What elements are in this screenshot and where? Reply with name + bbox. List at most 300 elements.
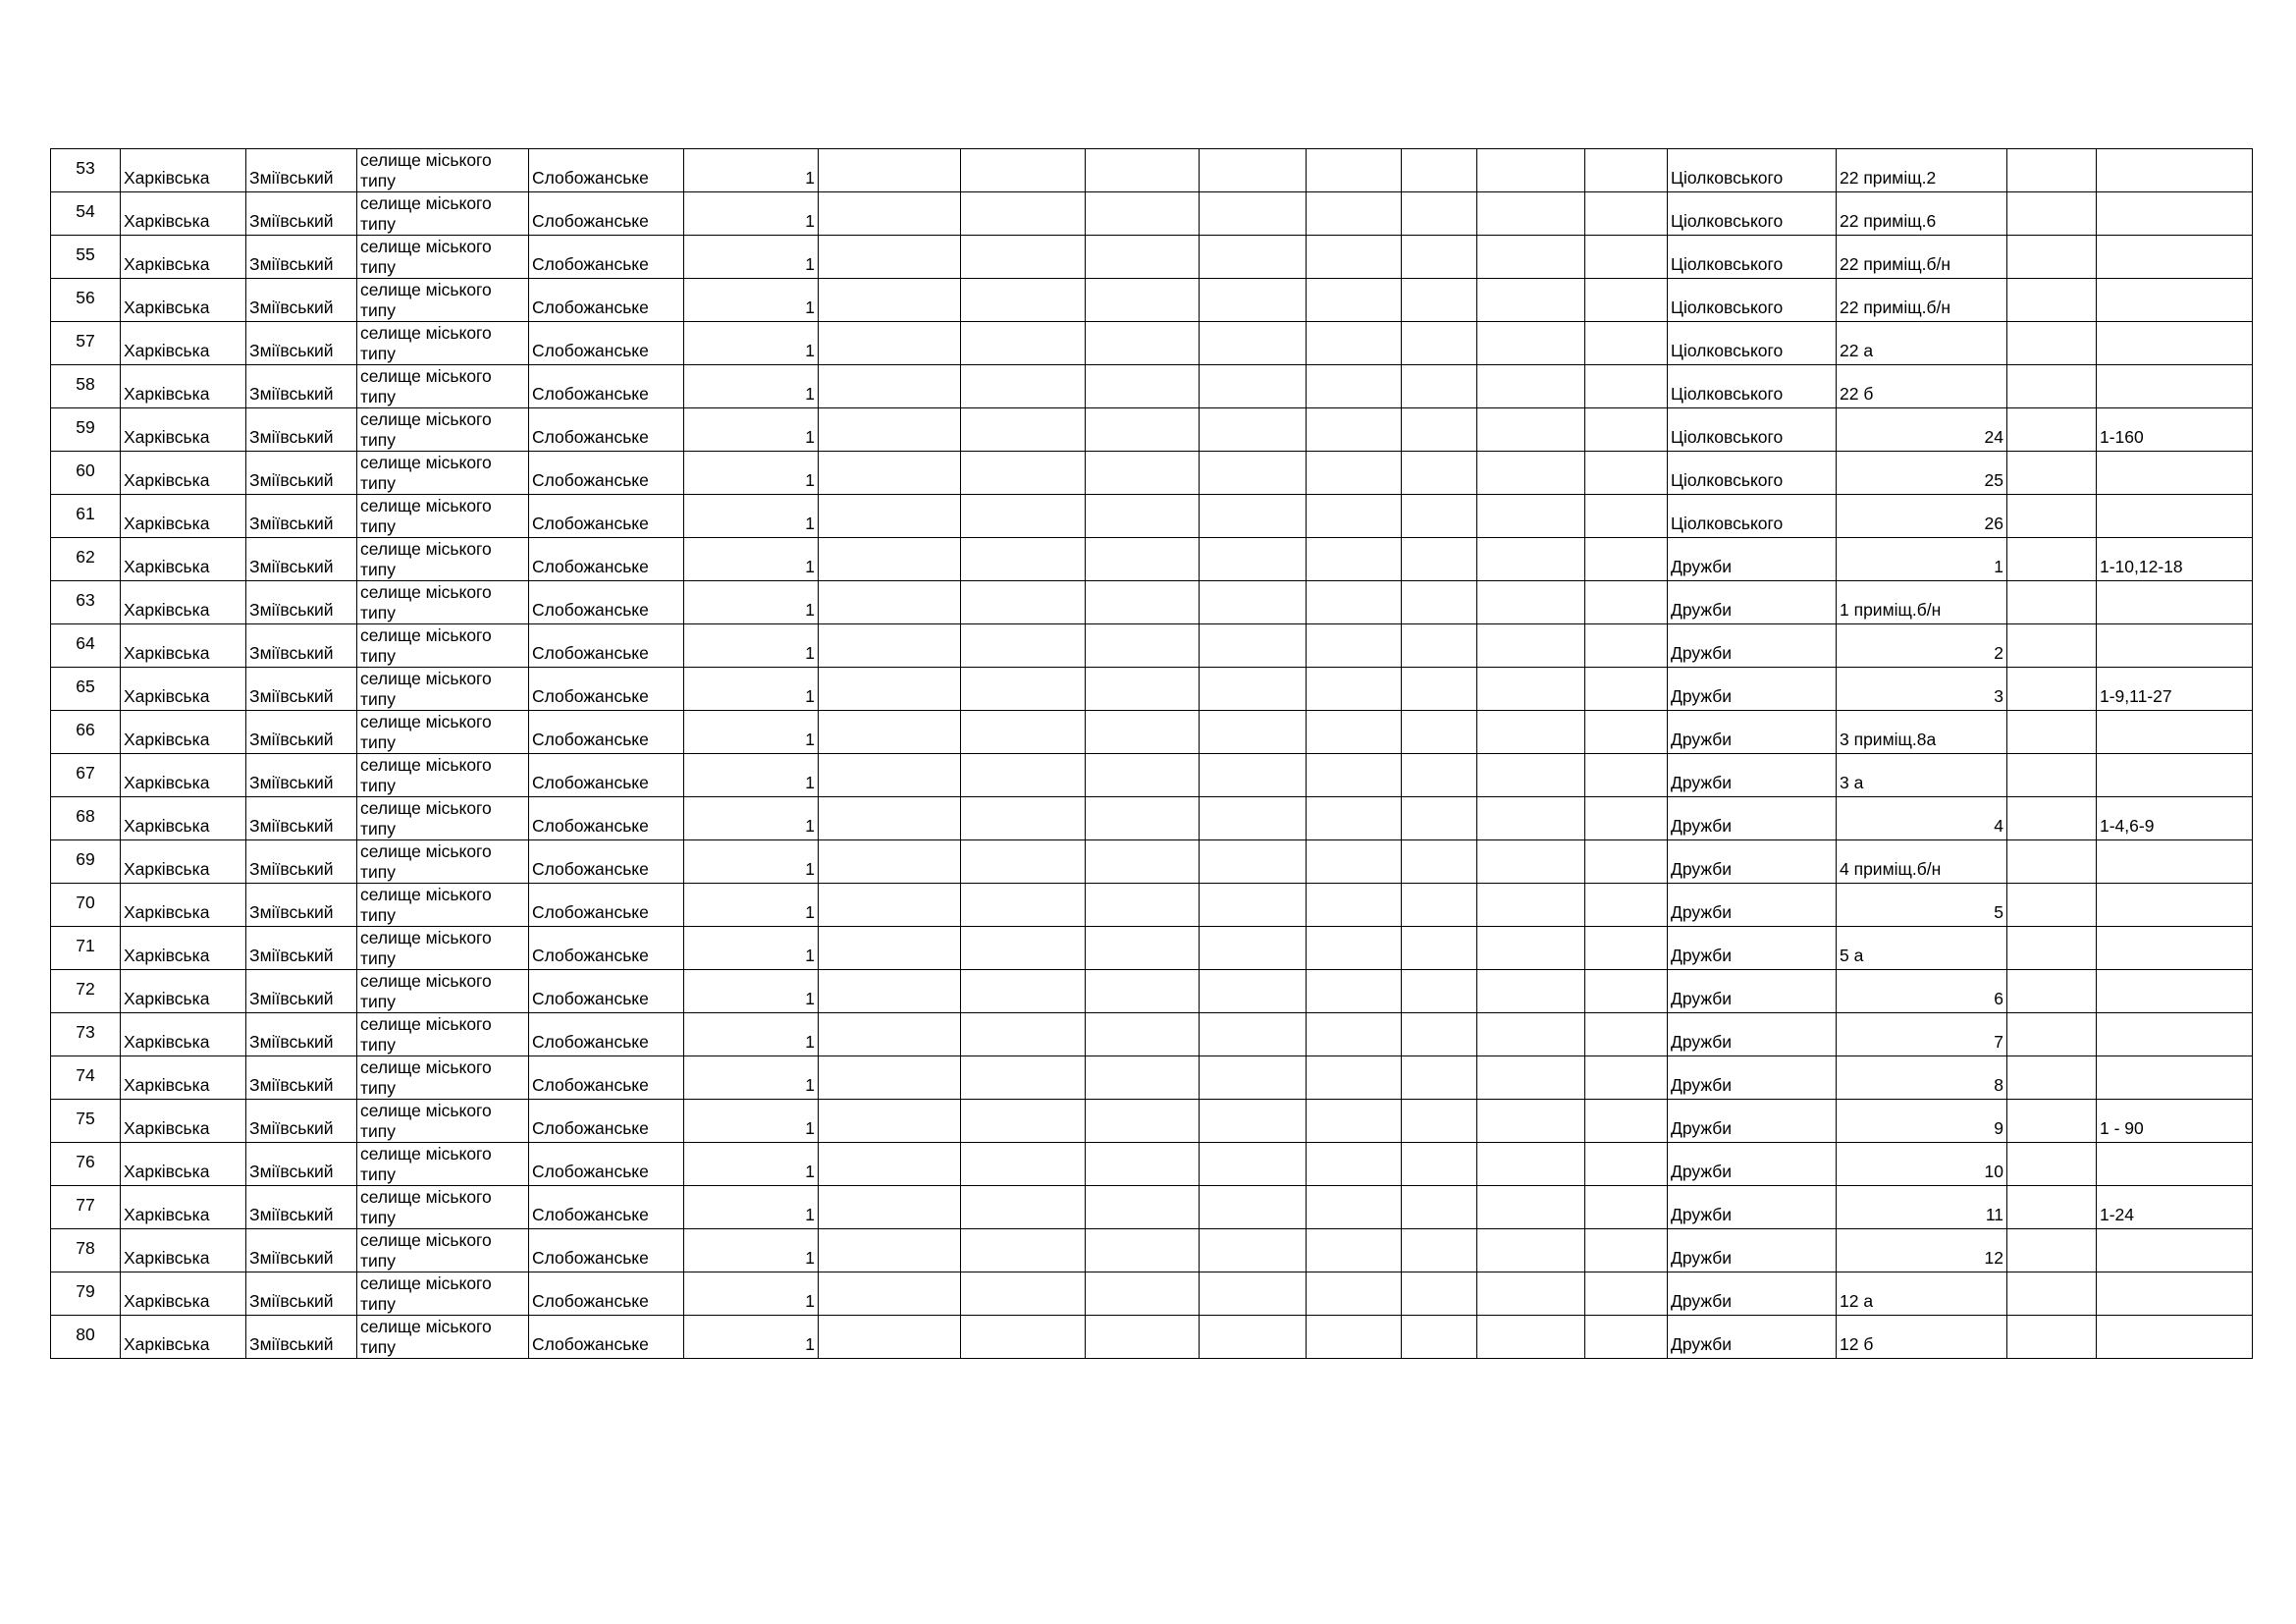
empty-cell <box>1086 192 1200 236</box>
count-cell: 1 <box>684 452 819 495</box>
empty-cell <box>1200 1316 1307 1359</box>
empty-cell <box>1585 1272 1668 1316</box>
empty-cell <box>819 279 961 322</box>
empty-cell <box>1307 1013 1402 1056</box>
settlement-type-line: селище міського <box>360 366 492 386</box>
empty-cell <box>1307 884 1402 927</box>
empty-cell <box>961 192 1086 236</box>
empty-cell <box>1086 322 1200 365</box>
empty-cell <box>819 668 961 711</box>
settlement-type-line: типу <box>360 300 397 320</box>
settlement-type-line: типу <box>360 257 397 277</box>
empty-cell <box>1477 970 1585 1013</box>
district-cell: Зміївський <box>246 884 357 927</box>
count-cell: 1 <box>684 797 819 840</box>
region-cell: Харківська <box>121 840 246 884</box>
empty-cell <box>1086 149 1200 192</box>
empty-cell <box>1585 840 1668 884</box>
table-row <box>51 538 2253 581</box>
empty-cell <box>961 408 1086 452</box>
apartments-cell <box>2097 970 2253 1013</box>
settlement-cell: Слобожанське <box>529 1186 684 1229</box>
street-cell: Дружби <box>1668 1272 1837 1316</box>
settlement-type-cell <box>357 538 529 581</box>
empty-cell <box>1477 668 1585 711</box>
empty-cell <box>1585 1056 1668 1100</box>
settlement-cell: Слобожанське <box>529 322 684 365</box>
empty-cell <box>961 365 1086 408</box>
house-cell: 10 <box>1837 1143 2007 1186</box>
empty-cell <box>1402 927 1477 970</box>
empty-cell <box>1402 192 1477 236</box>
settlement-cell: Слобожанське <box>529 668 684 711</box>
street-cell: Дружби <box>1668 711 1837 754</box>
settlement-type-line: селище міського <box>360 280 492 299</box>
house-cell: 12 <box>1837 1229 2007 1272</box>
empty-cell <box>1402 279 1477 322</box>
district-cell: Зміївський <box>246 840 357 884</box>
empty-cell <box>1585 668 1668 711</box>
count-cell: 1 <box>684 1013 819 1056</box>
empty-cell <box>961 1316 1086 1359</box>
empty-cell <box>1200 1013 1307 1056</box>
empty-cell <box>1585 884 1668 927</box>
settlement-cell: Слобожанське <box>529 1272 684 1316</box>
settlement-type-cell <box>357 408 529 452</box>
street-cell: Ціолковського <box>1668 279 1837 322</box>
empty-cell <box>1585 581 1668 624</box>
empty-cell <box>1307 927 1402 970</box>
empty-cell <box>1585 192 1668 236</box>
empty-cell <box>1477 884 1585 927</box>
empty-cell <box>1086 365 1200 408</box>
empty-cell <box>1402 1316 1477 1359</box>
empty-cell <box>819 322 961 365</box>
empty-cell <box>1200 1056 1307 1100</box>
empty-cell <box>1585 408 1668 452</box>
house-cell: 5 а <box>1837 927 2007 970</box>
row-number: 69 <box>51 840 121 884</box>
settlement-type-line: селище міського <box>360 409 492 429</box>
settlement-type-cell <box>357 668 529 711</box>
empty-cell <box>1585 927 1668 970</box>
region-cell: Харківська <box>121 149 246 192</box>
district-cell: Зміївський <box>246 322 357 365</box>
table-row <box>51 365 2253 408</box>
empty-cell <box>1086 408 1200 452</box>
empty-cell <box>1307 1143 1402 1186</box>
apartments-cell <box>2097 1013 2253 1056</box>
settlement-type-line: типу <box>360 1035 397 1055</box>
empty-cell <box>1477 1100 1585 1143</box>
settlement-type-line: селище міського <box>360 582 492 602</box>
settlement-type-line: типу <box>360 516 397 536</box>
empty-cell <box>1585 365 1668 408</box>
house-cell: 22 приміщ.2 <box>1837 149 2007 192</box>
row-number: 53 <box>51 149 121 192</box>
empty-cell <box>2007 365 2097 408</box>
empty-cell <box>1200 322 1307 365</box>
empty-cell <box>1086 581 1200 624</box>
empty-cell <box>1200 884 1307 927</box>
settlement-type-line: селище міського <box>360 323 492 343</box>
empty-cell <box>1200 452 1307 495</box>
settlement-cell: Слобожанське <box>529 149 684 192</box>
empty-cell <box>1585 1143 1668 1186</box>
settlement-cell: Слобожанське <box>529 495 684 538</box>
empty-cell <box>1585 495 1668 538</box>
count-cell: 1 <box>684 624 819 668</box>
count-cell: 1 <box>684 581 819 624</box>
region-cell: Харківська <box>121 797 246 840</box>
street-cell: Дружби <box>1668 927 1837 970</box>
empty-cell <box>961 495 1086 538</box>
empty-cell <box>1307 365 1402 408</box>
apartments-cell: 1-9,11-27 <box>2097 668 2253 711</box>
settlement-type-cell <box>357 1100 529 1143</box>
settlement-type-line: типу <box>360 1294 397 1314</box>
settlement-type-line: типу <box>360 646 397 666</box>
settlement-type-line: селище міського <box>360 1317 492 1336</box>
settlement-type-line: селище міського <box>360 150 492 170</box>
count-cell: 1 <box>684 408 819 452</box>
settlement-type-line: типу <box>360 732 397 752</box>
empty-cell <box>1402 581 1477 624</box>
house-cell: 22 б <box>1837 365 2007 408</box>
street-cell: Дружби <box>1668 1316 1837 1359</box>
region-cell: Харківська <box>121 1186 246 1229</box>
settlement-type-line: типу <box>360 992 397 1011</box>
region-cell: Харківська <box>121 192 246 236</box>
settlement-cell: Слобожанське <box>529 884 684 927</box>
settlement-type-line: селище міського <box>360 712 492 731</box>
table-row <box>51 581 2253 624</box>
apartments-cell: 1-4,6-9 <box>2097 797 2253 840</box>
empty-cell <box>1477 840 1585 884</box>
table-row <box>51 452 2253 495</box>
empty-cell <box>961 149 1086 192</box>
street-cell: Дружби <box>1668 1143 1837 1186</box>
street-cell: Дружби <box>1668 581 1837 624</box>
settlement-type-line: селище міського <box>360 885 492 904</box>
region-cell: Харківська <box>121 1100 246 1143</box>
house-cell: 24 <box>1837 408 2007 452</box>
apartments-cell <box>2097 192 2253 236</box>
district-cell: Зміївський <box>246 452 357 495</box>
empty-cell <box>1402 365 1477 408</box>
empty-cell <box>1402 1272 1477 1316</box>
empty-cell <box>1086 1316 1200 1359</box>
empty-cell <box>1200 927 1307 970</box>
empty-cell <box>1402 495 1477 538</box>
row-number: 58 <box>51 365 121 408</box>
apartments-cell: 1-160 <box>2097 408 2253 452</box>
region-cell: Харківська <box>121 927 246 970</box>
empty-cell <box>2007 1100 2097 1143</box>
settlement-cell: Слобожанське <box>529 754 684 797</box>
house-cell: 4 приміщ.б/н <box>1837 840 2007 884</box>
row-number: 62 <box>51 538 121 581</box>
apartments-cell <box>2097 149 2253 192</box>
empty-cell <box>1086 927 1200 970</box>
count-cell: 1 <box>684 668 819 711</box>
district-cell: Зміївський <box>246 624 357 668</box>
empty-cell <box>1402 1186 1477 1229</box>
apartments-cell <box>2097 1229 2253 1272</box>
empty-cell <box>1200 538 1307 581</box>
empty-cell <box>2007 1229 2097 1272</box>
empty-cell <box>1402 840 1477 884</box>
settlement-type-cell <box>357 149 529 192</box>
street-cell: Дружби <box>1668 1100 1837 1143</box>
street-cell: Дружби <box>1668 840 1837 884</box>
count-cell: 1 <box>684 1056 819 1100</box>
table-row <box>51 970 2253 1013</box>
settlement-type-line: селище міського <box>360 193 492 213</box>
table-row <box>51 408 2253 452</box>
empty-cell <box>1477 322 1585 365</box>
apartments-cell <box>2097 1316 2253 1359</box>
table-row <box>51 1186 2253 1229</box>
district-cell: Зміївський <box>246 1186 357 1229</box>
house-cell: 3 а <box>1837 754 2007 797</box>
settlement-type-line: селище міського <box>360 1230 492 1250</box>
table-row <box>51 192 2253 236</box>
empty-cell <box>961 322 1086 365</box>
district-cell: Зміївський <box>246 1100 357 1143</box>
count-cell: 1 <box>684 1316 819 1359</box>
settlement-type-line: селище міського <box>360 496 492 515</box>
apartments-cell <box>2097 581 2253 624</box>
district-cell: Зміївський <box>246 1229 357 1272</box>
empty-cell <box>2007 754 2097 797</box>
count-cell: 1 <box>684 970 819 1013</box>
empty-cell <box>1307 970 1402 1013</box>
empty-cell <box>1585 452 1668 495</box>
street-cell: Ціолковського <box>1668 322 1837 365</box>
settlement-cell: Слобожанське <box>529 624 684 668</box>
settlement-cell: Слобожанське <box>529 1056 684 1100</box>
settlement-type-line: селище міського <box>360 928 492 947</box>
empty-cell <box>1477 754 1585 797</box>
empty-cell <box>1307 1100 1402 1143</box>
empty-cell <box>1477 538 1585 581</box>
district-cell: Зміївський <box>246 1013 357 1056</box>
count-cell: 1 <box>684 1100 819 1143</box>
empty-cell <box>1200 279 1307 322</box>
row-number: 79 <box>51 1272 121 1316</box>
empty-cell <box>1307 236 1402 279</box>
region-cell: Харківська <box>121 1272 246 1316</box>
table-row <box>51 1056 2253 1100</box>
empty-cell <box>819 149 961 192</box>
settlement-type-line: селище міського <box>360 1101 492 1120</box>
table-row <box>51 495 2253 538</box>
region-cell: Харківська <box>121 970 246 1013</box>
empty-cell <box>819 452 961 495</box>
empty-cell <box>1585 1229 1668 1272</box>
empty-cell <box>2007 192 2097 236</box>
street-cell: Ціолковського <box>1668 149 1837 192</box>
empty-cell <box>1402 797 1477 840</box>
street-cell: Ціолковського <box>1668 408 1837 452</box>
region-cell: Харківська <box>121 884 246 927</box>
count-cell: 1 <box>684 495 819 538</box>
table-row <box>51 927 2253 970</box>
table-row <box>51 1316 2253 1359</box>
empty-cell <box>1477 1056 1585 1100</box>
house-cell: 4 <box>1837 797 2007 840</box>
empty-cell <box>1200 495 1307 538</box>
empty-cell <box>1307 581 1402 624</box>
row-number: 71 <box>51 927 121 970</box>
street-cell: Дружби <box>1668 884 1837 927</box>
settlement-type-line: селище міського <box>360 841 492 861</box>
region-cell: Харківська <box>121 711 246 754</box>
empty-cell <box>2007 279 2097 322</box>
apartments-cell <box>2097 236 2253 279</box>
apartments-cell <box>2097 1056 2253 1100</box>
empty-cell <box>1402 668 1477 711</box>
house-cell: 3 <box>1837 668 2007 711</box>
empty-cell <box>961 1056 1086 1100</box>
settlement-type-line: селище міського <box>360 1187 492 1207</box>
empty-cell <box>1086 754 1200 797</box>
empty-cell <box>1402 1056 1477 1100</box>
district-cell: Зміївський <box>246 236 357 279</box>
region-cell: Харківська <box>121 668 246 711</box>
empty-cell <box>961 581 1086 624</box>
apartments-cell <box>2097 322 2253 365</box>
empty-cell <box>1477 192 1585 236</box>
house-cell: 5 <box>1837 884 2007 927</box>
table-row <box>51 1272 2253 1316</box>
empty-cell <box>1477 149 1585 192</box>
settlement-type-cell <box>357 1229 529 1272</box>
empty-cell <box>961 754 1086 797</box>
settlement-type-cell <box>357 1316 529 1359</box>
empty-cell <box>961 711 1086 754</box>
empty-cell <box>961 840 1086 884</box>
region-cell: Харківська <box>121 322 246 365</box>
settlement-type-cell <box>357 236 529 279</box>
table-row <box>51 1013 2253 1056</box>
row-number: 61 <box>51 495 121 538</box>
empty-cell <box>961 797 1086 840</box>
settlement-cell: Слобожанське <box>529 581 684 624</box>
empty-cell <box>1086 840 1200 884</box>
empty-cell <box>2007 322 2097 365</box>
empty-cell <box>1477 408 1585 452</box>
empty-cell <box>1585 1186 1668 1229</box>
empty-cell <box>1200 1229 1307 1272</box>
region-cell: Харківська <box>121 365 246 408</box>
empty-cell <box>1402 322 1477 365</box>
empty-cell <box>1307 797 1402 840</box>
empty-cell <box>1307 495 1402 538</box>
settlement-type-line: селище міського <box>360 1144 492 1164</box>
settlement-type-line: селище міського <box>360 1014 492 1034</box>
empty-cell <box>1307 452 1402 495</box>
empty-cell <box>2007 581 2097 624</box>
empty-cell <box>819 884 961 927</box>
empty-cell <box>819 1056 961 1100</box>
empty-cell <box>1477 279 1585 322</box>
district-cell: Зміївський <box>246 1143 357 1186</box>
settlement-type-line: типу <box>360 560 397 579</box>
district-cell: Зміївський <box>246 365 357 408</box>
empty-cell <box>819 797 961 840</box>
empty-cell <box>1402 236 1477 279</box>
empty-cell <box>1086 711 1200 754</box>
district-cell: Зміївський <box>246 149 357 192</box>
empty-cell <box>1477 452 1585 495</box>
row-number: 68 <box>51 797 121 840</box>
empty-cell <box>1307 322 1402 365</box>
settlement-type-cell <box>357 581 529 624</box>
empty-cell <box>1477 711 1585 754</box>
empty-cell <box>961 927 1086 970</box>
empty-cell <box>1477 797 1585 840</box>
empty-cell <box>1086 495 1200 538</box>
empty-cell <box>2007 797 2097 840</box>
count-cell: 1 <box>684 365 819 408</box>
district-cell: Зміївський <box>246 408 357 452</box>
settlement-cell: Слобожанське <box>529 365 684 408</box>
settlement-cell: Слобожанське <box>529 927 684 970</box>
empty-cell <box>961 624 1086 668</box>
row-number: 65 <box>51 668 121 711</box>
empty-cell <box>1086 279 1200 322</box>
empty-cell <box>819 754 961 797</box>
settlement-type-cell <box>357 970 529 1013</box>
row-number: 78 <box>51 1229 121 1272</box>
empty-cell <box>1477 1272 1585 1316</box>
settlement-type-cell <box>357 192 529 236</box>
district-cell: Зміївський <box>246 711 357 754</box>
street-cell: Дружби <box>1668 1056 1837 1100</box>
empty-cell <box>1585 754 1668 797</box>
street-cell: Ціолковського <box>1668 236 1837 279</box>
empty-cell <box>1086 970 1200 1013</box>
settlement-cell: Слобожанське <box>529 711 684 754</box>
settlement-type-line: типу <box>360 819 397 839</box>
settlement-cell: Слобожанське <box>529 236 684 279</box>
empty-cell <box>1307 192 1402 236</box>
empty-cell <box>819 365 961 408</box>
table-body <box>51 149 2253 1359</box>
empty-cell <box>1200 192 1307 236</box>
empty-cell <box>1200 797 1307 840</box>
settlement-type-cell <box>357 927 529 970</box>
apartments-cell <box>2097 495 2253 538</box>
settlement-type-line: типу <box>360 430 397 450</box>
empty-cell <box>1585 322 1668 365</box>
empty-cell <box>961 1013 1086 1056</box>
empty-cell <box>1086 236 1200 279</box>
settlement-type-line: типу <box>360 1078 397 1098</box>
region-cell: Харківська <box>121 1013 246 1056</box>
region-cell: Харківська <box>121 1056 246 1100</box>
empty-cell <box>819 927 961 970</box>
house-cell: 3 приміщ.8а <box>1837 711 2007 754</box>
house-cell: 22 а <box>1837 322 2007 365</box>
count-cell: 1 <box>684 236 819 279</box>
house-cell: 12 б <box>1837 1316 2007 1359</box>
empty-cell <box>1307 711 1402 754</box>
count-cell: 1 <box>684 884 819 927</box>
empty-cell <box>2007 1272 2097 1316</box>
